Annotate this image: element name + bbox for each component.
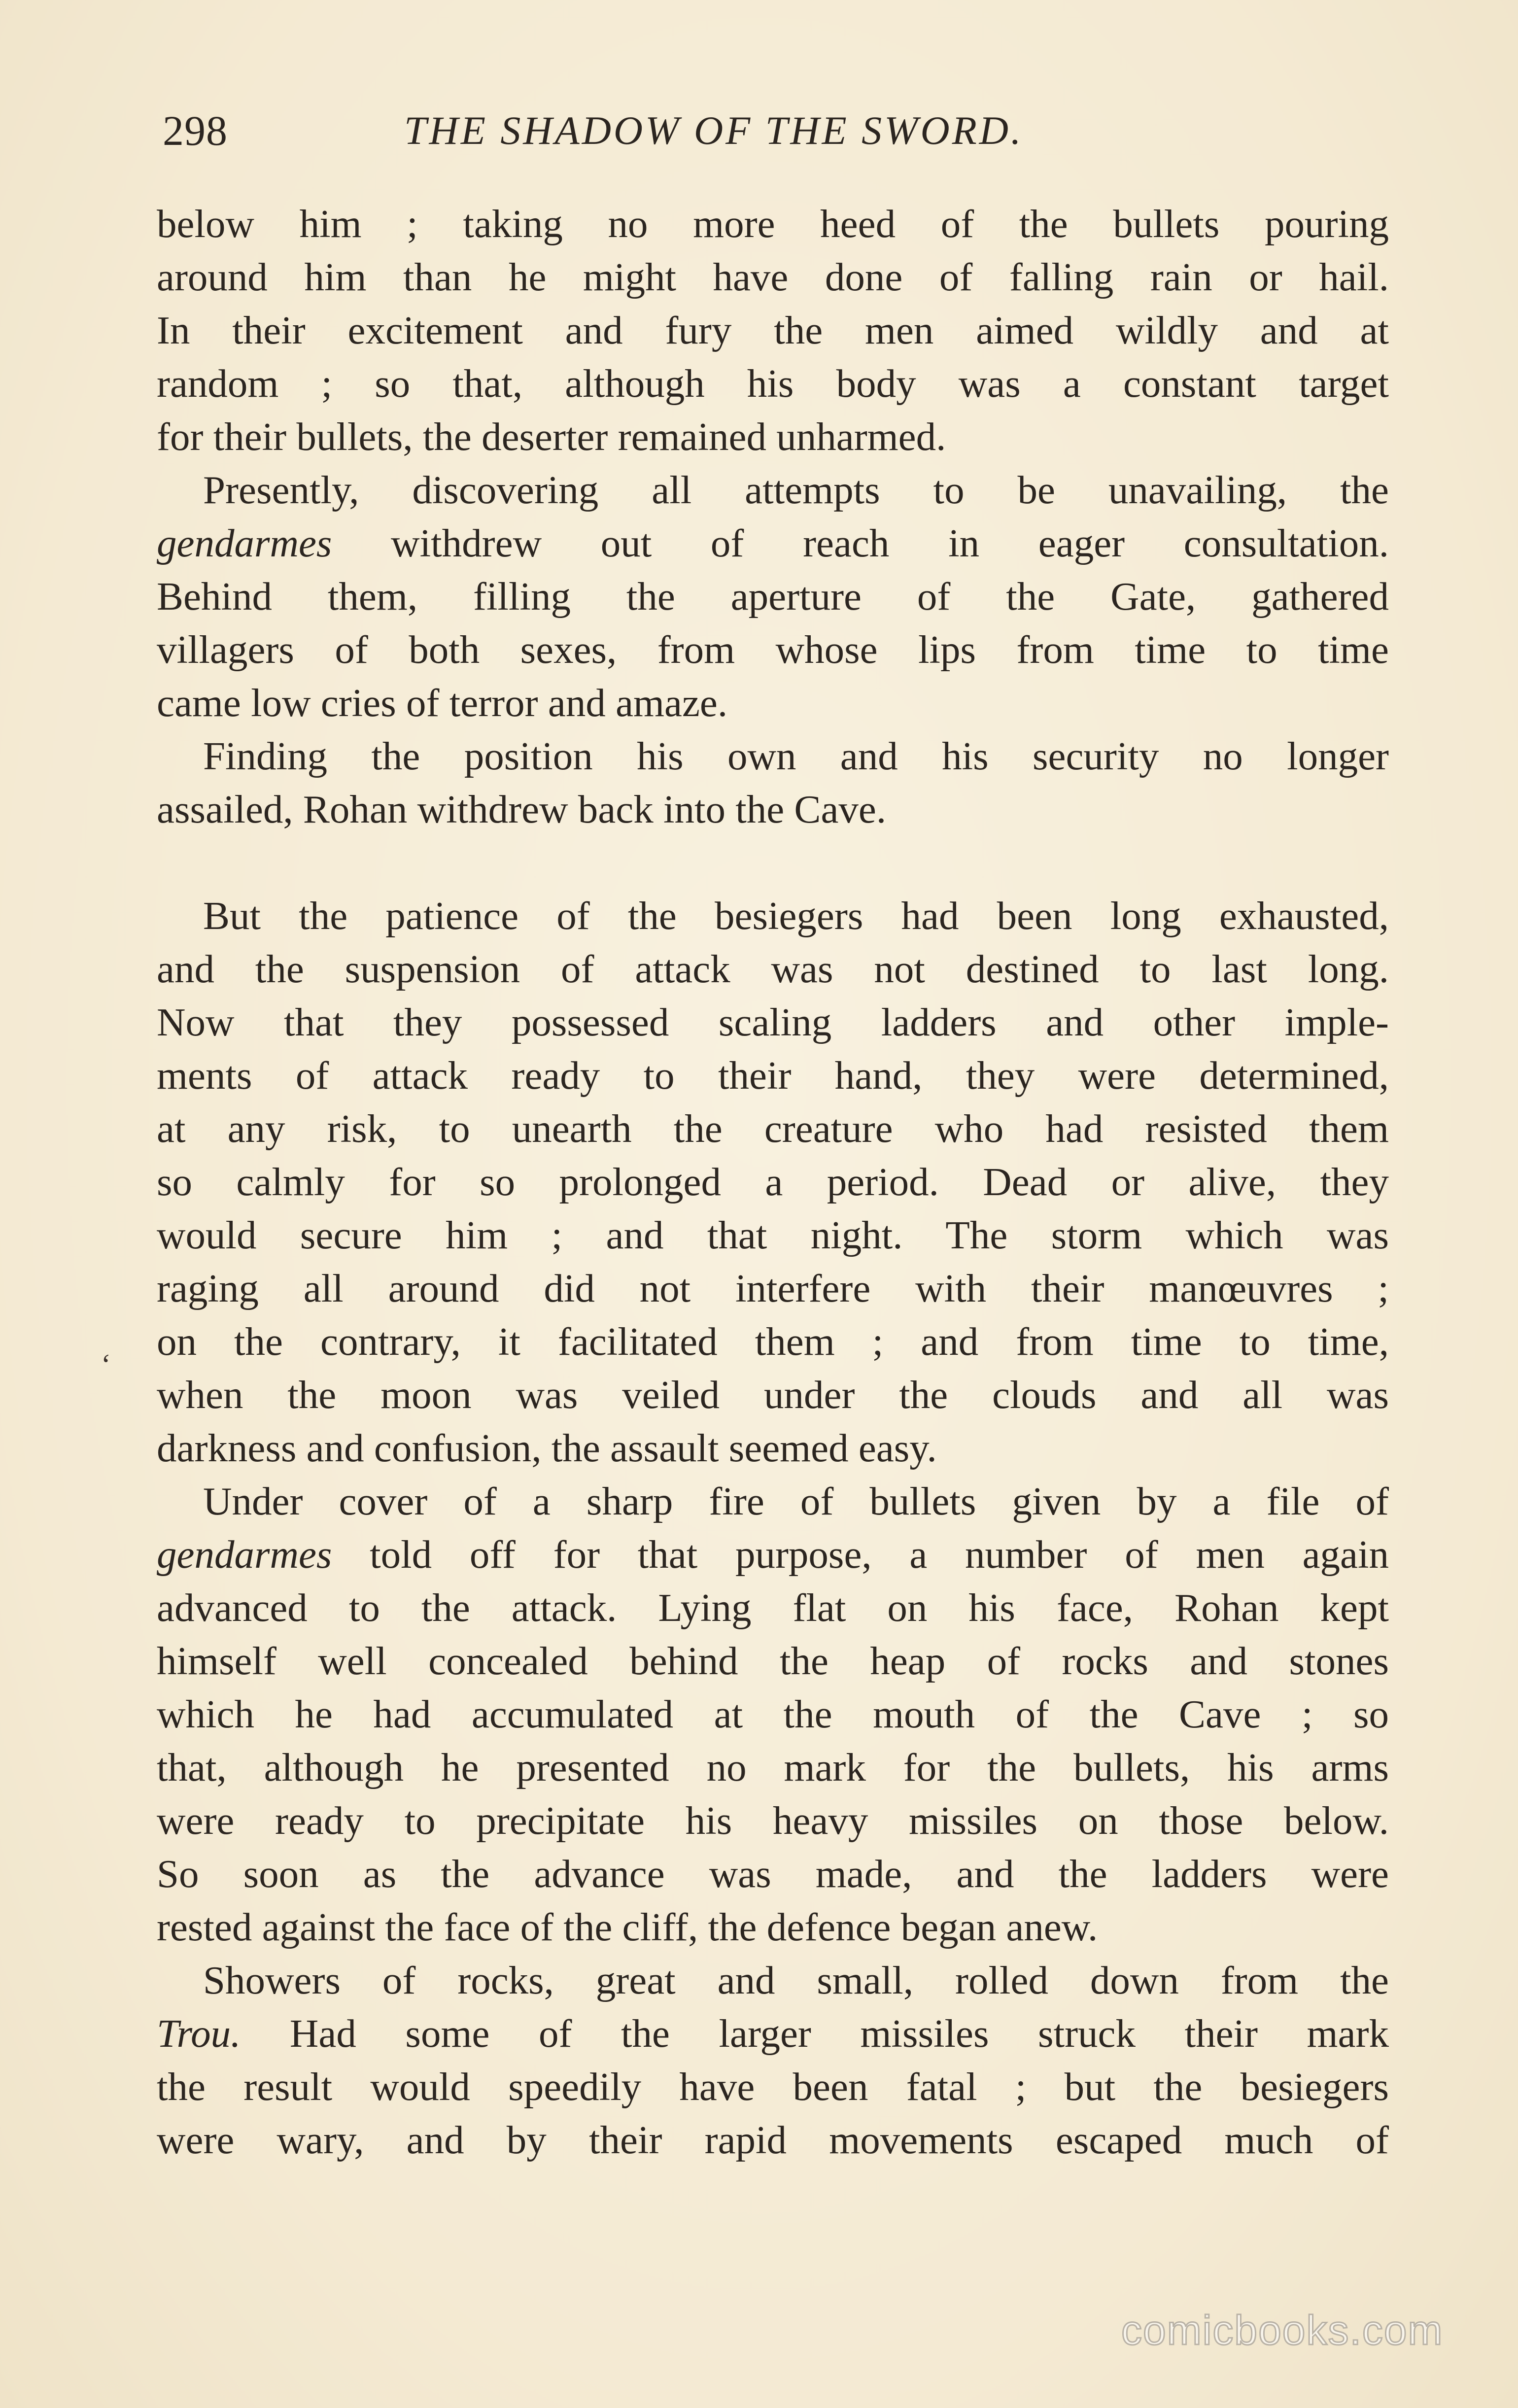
text-line: villagers of both sexes, from whose lips from time to time (157, 627, 1389, 672)
text-line: would secure him ; and that night. The storm which was (157, 1213, 1389, 1257)
body-text (157, 197, 1389, 2167)
text-line: when the moon was veiled under the clouds and all was (157, 1373, 1389, 1417)
text-line: raging all around did not interfere with their manœuvres ; (157, 1266, 1389, 1310)
text-line: So soon as the advance was made, and the ladders were (157, 1852, 1389, 1896)
text-line: assailed, Rohan withdrew back into the Cave. (157, 787, 887, 831)
text-line: advanced to the attack. Lying flat on his face, Rohan kept (157, 1585, 1389, 1630)
text-line: and the suspension of attack was not destined to last long. (157, 947, 1389, 991)
text-line: for their bullets, the deserter remained unharmed. (157, 414, 946, 459)
italic-word: Trou. (157, 2011, 241, 2056)
text-line (157, 516, 1389, 570)
paragraph (157, 463, 1389, 729)
text-line: at any risk, to unearth the creature who had resisted them (157, 1106, 1389, 1151)
text-line (157, 2007, 1389, 2060)
paragraph (157, 1954, 1389, 2167)
text-line: were ready to precipitate his heavy missiles on those below. (157, 1798, 1389, 1843)
text-line: Behind them, filling the aperture of the Gate, gathered (157, 574, 1389, 619)
margin-mark: ‘ (101, 1348, 111, 1381)
text-line: ments of attack ready to their hand, they were determined, (157, 1053, 1389, 1098)
text-line: below him ; taking no more heed of the bullets pouring (157, 202, 1389, 246)
text-line: Now that they possessed scaling ladders and other imple- (157, 1000, 1389, 1044)
italic-word: gendarmes (157, 521, 332, 565)
text-line: were wary, and by their rapid movements escaped much of (157, 2118, 1389, 2162)
text-line: himself well concealed behind the heap of rocks and stones (157, 1639, 1389, 1683)
paragraph (157, 1475, 1389, 1954)
text-line: Under cover of a sharp fire of bullets given by a file of (203, 1479, 1389, 1523)
running-header (163, 101, 1390, 160)
text-run: told off for that purpose, a number of men again (332, 1532, 1389, 1577)
text-line: the result would speedily have been fatal ; but the besiegers (157, 2064, 1389, 2109)
text-line: Finding the position his own and his security no longer (203, 734, 1389, 778)
text-run: withdrew out of reach in eager consultation. (332, 521, 1389, 565)
text-line: that, although he presented no mark for the bullets, his arms (157, 1745, 1389, 1789)
text-line: In their excitement and fury the men aimed wildly and at (157, 308, 1389, 352)
italic-word: gendarmes (157, 1532, 332, 1577)
text-line: But the patience of the besiegers had been long exhausted, (203, 894, 1389, 938)
text-run: Had some of the larger missiles struck their mark (241, 2011, 1389, 2056)
text-line: Showers of rocks, great and small, rolled down from the (203, 1958, 1389, 2002)
paragraph (157, 729, 1389, 836)
text-line: which he had accumulated at the mouth of the Cave ; so (157, 1692, 1389, 1736)
text-line: Presently, discovering all attempts to be unavailing, the (203, 468, 1389, 512)
text-line: around him than he might have done of falling rain or hail. (157, 255, 1389, 299)
text-line (157, 1528, 1389, 1581)
section-break (157, 836, 1389, 889)
text-line: on the contrary, it facilitated them ; and from time to time, (157, 1319, 1389, 1364)
text-line: so calmly for so prolonged a period. Dead or alive, they (157, 1160, 1389, 1204)
running-title: THE SHADOW OF THE SWORD. (404, 108, 1024, 153)
text-line: random ; so that, although his body was a constant target (157, 361, 1389, 406)
page-number: 298 (163, 107, 228, 154)
text-line: came low cries of terror and amaze. (157, 681, 728, 725)
paragraph (157, 889, 1389, 1475)
paragraph (157, 197, 1389, 463)
text-line: darkness and confusion, the assault seemed easy. (157, 1426, 937, 1470)
text-line: rested against the face of the cliff, the defence began anew. (157, 1905, 1098, 1949)
watermark-logo: comicbooks.com (1121, 2307, 1444, 2353)
